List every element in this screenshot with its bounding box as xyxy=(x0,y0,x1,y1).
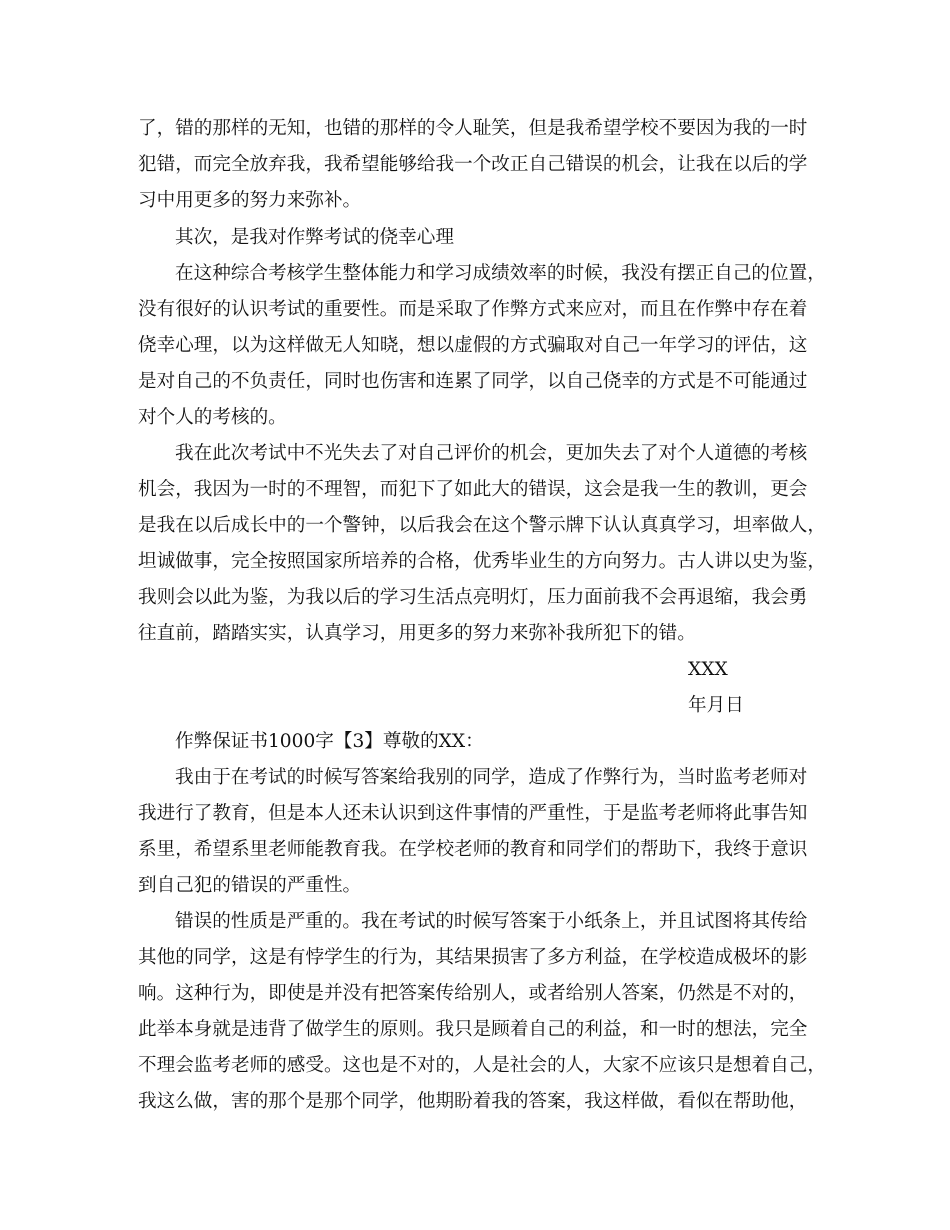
text-line: 对个人的考核的。 xyxy=(138,407,287,428)
text-line: 习中用更多的努力来弥补。 xyxy=(138,190,362,211)
text-line: 此举本身就是违背了做学生的原则。我只是顾着自己的利益，和一时的想法，完全 xyxy=(138,1019,808,1040)
text-line: 我进行了教育，但是本人还未认识到这件事情的严重性，于是监考老师将此事告知 xyxy=(138,803,808,824)
text-line: 了，错的那样的无知，也错的那样的令人耻笑，但是我希望学校不要因为我的一时 xyxy=(138,118,808,139)
signature-name: XXX xyxy=(688,659,728,680)
text-line: 侥幸心理，以为这样做无人知晓，想以虚假的方式骗取对自己一年学习的评估，这 xyxy=(138,335,808,356)
text-line: 在这种综合考核学生整体能力和学习成绩效率的时候，我没有摆正自己的位置， xyxy=(175,263,826,284)
text-line: 响。这种行为，即使是并没有把答案传给别人，或者给别人答案，仍然是不对的， xyxy=(138,983,808,1004)
text-line: 坦诚做事，完全按照国家所培养的合格，优秀毕业生的方向努力。古人讲以史为鉴， xyxy=(138,551,826,572)
section-heading: 其次，是我对作弊考试的侥幸心理 xyxy=(175,227,454,248)
text-line: 不理会监考老师的感受。这也是不对的，人是社会的人，大家不应该只是想着自己， xyxy=(138,1055,826,1076)
text-line: 是对自己的不负责任，同时也伤害和连累了同学，以自己侥幸的方式是不可能通过 xyxy=(138,371,808,392)
text-line: 到自己犯的错误的严重性。 xyxy=(138,875,362,896)
text-line: 我在此次考试中不光失去了对自己评价的机会，更加失去了对个人道德的考核 xyxy=(175,443,808,464)
text-line: 机会，我因为一时的不理智，而犯下了如此大的错误，这会是我一生的教训，更会 xyxy=(138,479,808,500)
text-line: 系里，希望系里老师能教育我。在学校老师的教育和同学们的帮助下，我终于意识 xyxy=(138,839,808,860)
text-line: 没有很好的认识考试的重要性。而是采取了作弊方式来应对，而且在作弊中存在着 xyxy=(138,299,808,320)
text-line: 错误的性质是严重的。我在考试的时候写答案于小纸条上，并且试图将其传给 xyxy=(175,911,808,932)
text-line: 其他的同学，这是有悖学生的行为，其结果损害了多方利益，在学校造成极坏的影 xyxy=(138,947,808,968)
text-line: 我则会以此为鉴，为我以后的学习生活点亮明灯，压力面前我不会再退缩，我会勇 xyxy=(138,587,808,608)
text-line: 我这么做，害的那个是那个同学，他期盼着我的答案，我这样做，看似在帮助他， xyxy=(138,1091,808,1112)
text-line: 往直前，踏踏实实，认真学习，用更多的努力来弥补我所犯下的错。 xyxy=(138,623,696,644)
text-line: 犯错，而完全放弃我，我希望能够给我一个改正自己错误的机会，让我在以后的学 xyxy=(138,154,808,175)
text-line: 我由于在考试的时候写答案给我别的同学，造成了作弊行为，当时监考老师对 xyxy=(175,767,808,788)
text-line: 是我在以后成长中的一个警钟，以后我会在这个警示牌下认认真真学习，坦率做人， xyxy=(138,515,826,536)
signature-date: 年月日 xyxy=(688,695,744,716)
section-heading: 作弊保证书1000字【3】尊敬的XX： xyxy=(175,731,484,752)
